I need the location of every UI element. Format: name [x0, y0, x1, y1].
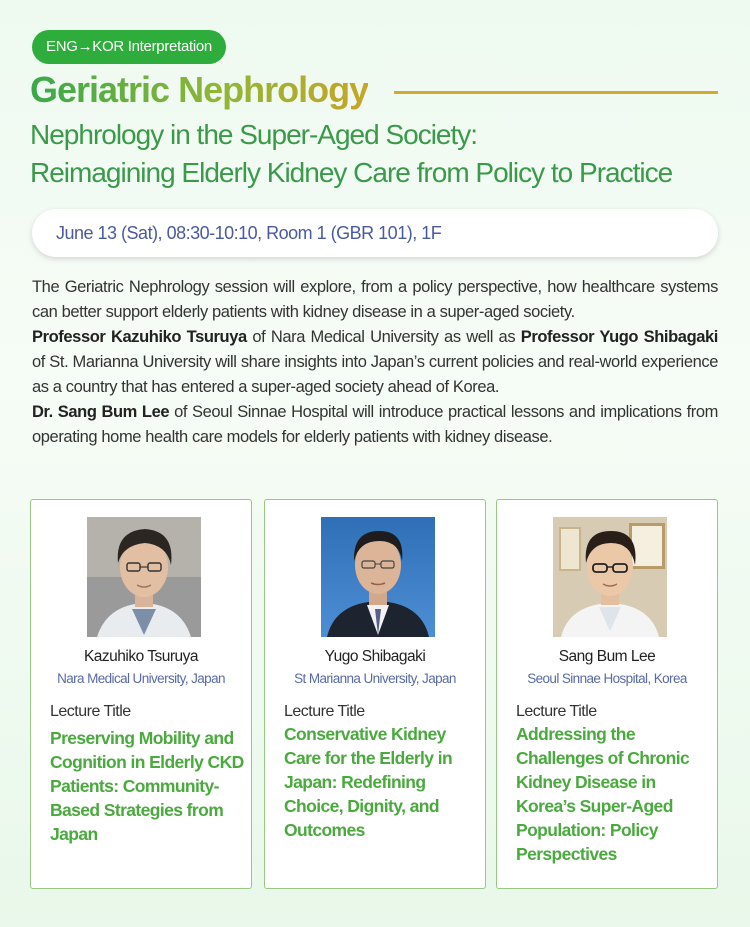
speaker-cards [30, 499, 720, 889]
lecture-title: Conservative Kidney Care for the Elderly in Japan: Redefining Choice, Dignity, and Outcomes [284, 724, 453, 840]
description-intro: The Geriatric Nephrology session will explore, from a policy perspective, how healthcare systems can better support elderly patients with kidney disease in a super-aged society. [32, 278, 718, 321]
interpretation-badge: ENG→KOR Interpretation [32, 30, 226, 64]
description-text: of Nara Medical University as well as [246, 328, 521, 346]
speaker-card [264, 499, 486, 889]
speaker-name: Sang Bum Lee [558, 648, 656, 665]
speaker-name: Yugo Shibagaki [324, 648, 426, 665]
title-row [30, 68, 720, 112]
speaker-ref-lee: Dr. Sang Bum Lee [32, 403, 170, 421]
speaker-card [496, 499, 718, 889]
description-japan [32, 325, 718, 400]
session-description [32, 275, 718, 450]
lecture-title: Addressing the Challenges of Chronic Kidney Disease in Korea’s Super-Aged Population: Policy Perspectives [516, 724, 690, 864]
speaker-ref-tsuruya: Professor Kazuhiko Tsuruya [32, 328, 247, 346]
speaker-affiliation: Nara Medical University, Japan [57, 671, 225, 686]
subtitle-line-2: Reimagining Elderly Kidney Care from Policy to Practice [30, 157, 673, 188]
speaker-name: Kazuhiko Tsuruya [83, 648, 199, 665]
speaker-photo [321, 517, 435, 637]
title-divider [394, 91, 718, 94]
session-subtitle [30, 116, 730, 192]
description-text: of Seoul Sinnae Hospital will introduce practical lessons and implications from operating home health care models for elderly patients with kidney disease. [32, 403, 718, 446]
session-date: June 13 (Sat), 08:30-10:10, Room 1 (GBR 101), 1F [32, 209, 718, 257]
speaker-photo [553, 517, 667, 637]
speaker-affiliation: St Marianna University, Japan [294, 671, 456, 686]
lecture-label: Lecture Title [284, 703, 365, 720]
description-text: of St. Marianna University will share insights into Japan’s current policies and real-world experience as a country that has entered a super-aged society ahead of Korea. [32, 353, 718, 396]
speaker-photo [87, 517, 201, 637]
page-title: Geriatric Nephrology [30, 69, 369, 110]
lecture-label: Lecture Title [50, 703, 131, 720]
lecture-title: Preserving Mobility and Cognition in Elderly CKD Patients: Community-Based Strategies from Japan [50, 728, 244, 844]
speaker-card [30, 499, 252, 889]
description-korea [32, 400, 718, 450]
speaker-affiliation: Seoul Sinnae Hospital, Korea [527, 671, 687, 686]
subtitle-line-1: Nephrology in the Super-Aged Society: [30, 119, 478, 150]
speaker-ref-shibagaki: Professor Yugo Shibagaki [520, 328, 718, 346]
lecture-label: Lecture Title [516, 703, 597, 720]
